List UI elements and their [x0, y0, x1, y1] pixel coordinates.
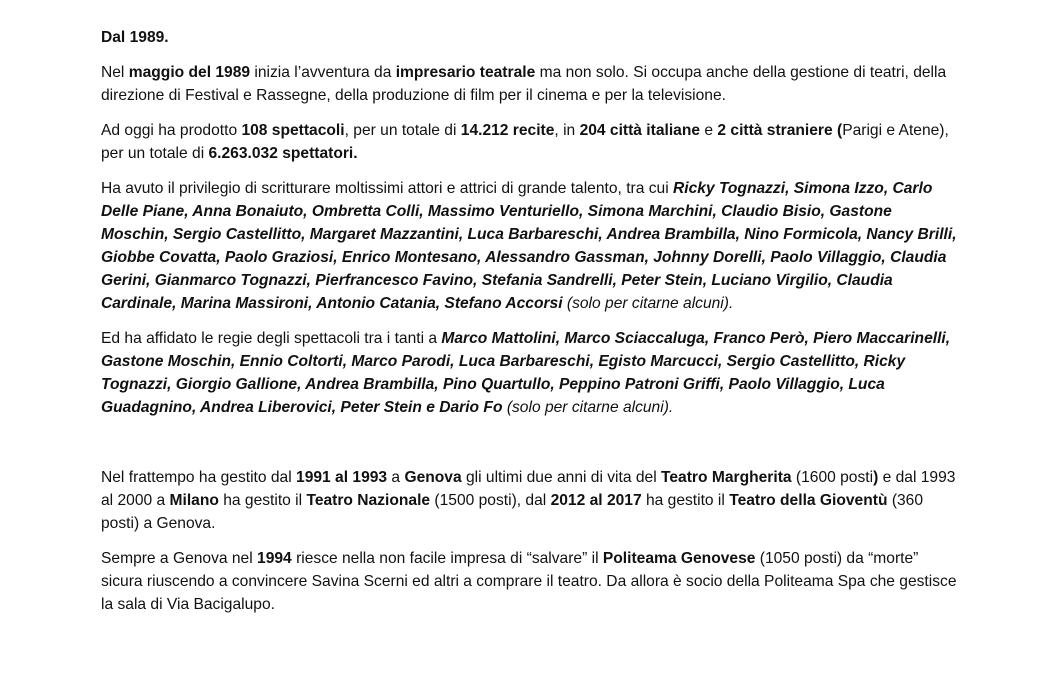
text-run: Parigi e Atene), per un totale di: [101, 122, 949, 162]
bold-run: 6.263.032 spettatori.: [208, 145, 358, 162]
italic-run: (solo per citarne alcuni).: [502, 399, 674, 416]
text-run: (1050 posti) da “morte” sicura riuscendo a convincere Savina Scerni ed altri a comprare il teatro. Da allora è socio della Politeama Spa che gestisce la sala di Via Bacigalupo.: [101, 550, 957, 613]
bold-run: 204 città italiane: [579, 122, 701, 139]
text-run: Sempre a Genova nel: [101, 550, 258, 567]
director-names: Marco Mattolini, Marco Sciaccaluga, Franco Però, Piero Maccarinelli, Gastone Moschin, Ennio Coltorti, Marco Parodi, Luca Barbareschi, Egisto Marcucci, Sergio Castellitto, Ricky Tognazzi, Giorgio Gallione, Andrea Brambilla, Pino Quartullo, Peppino Patroni Griffi, Paolo Villaggio, Luca Guadagnino, Andrea Liberovici, Peter Stein e Dario Fo: [101, 330, 951, 416]
text-run: Ad oggi ha prodotto: [101, 122, 242, 139]
text-run: (360 posti) a Genova.: [101, 492, 924, 532]
bold-run: Teatro della Gioventù: [729, 492, 888, 509]
text-run: (1600 posti: [791, 469, 874, 486]
actor-names: Ricky Tognazzi, Simona Izzo, Carlo Delle Piane, Anna Bonaiuto, Ombretta Colli, Massimo Venturiello, Simona Marchini, Claudio Bisio, Gastone Moschin, Sergio Castellitto, Margaret Mazzantini, Luca Barbareschi, Andrea Brambilla, Nino Formicola, Nancy Brilli, Giobbe Covatta, Paolo Graziosi, Enrico Montesano, Alessandro Gassman, Johnny Dorelli, Paolo Villaggio, Claudia Gerini, Gianmarco Tognazzi, Pierfrancesco Favino, Stefania Sandrelli, Peter Stein, Luciano Virgilio, Claudia Cardinale, Marina Massironi, Antonio Catania, Stefano Accorsi: [101, 180, 957, 312]
bold-run: Teatro Margherita: [661, 469, 792, 486]
bold-run: impresario teatrale: [395, 64, 536, 81]
paragraph-actors: [101, 177, 961, 315]
bold-run: ): [873, 469, 879, 486]
bold-run: 14.212 recite: [460, 122, 555, 139]
paragraph-directors: [101, 327, 961, 419]
paragraph-theaters: [101, 466, 961, 535]
text-run: , per un totale di: [344, 122, 461, 139]
bold-run: Genova: [404, 469, 462, 486]
text-run: a: [387, 469, 405, 486]
text-run: Nel frattempo ha gestito dal: [101, 469, 297, 486]
text-run: gli ultimi due anni di vita del: [461, 469, 662, 486]
paragraph-politeama: [101, 547, 961, 616]
bold-run: 2 città straniere (: [717, 122, 843, 139]
text-run: , in: [554, 122, 580, 139]
section-heading: [101, 26, 961, 49]
italic-run: (solo per citarne alcuni).: [562, 295, 734, 312]
bold-run: 2012 al 2017: [550, 492, 642, 509]
bold-run: Politeama Genovese: [602, 550, 756, 567]
blank-gap: [101, 431, 961, 466]
text-run: ha gestito il: [218, 492, 307, 509]
bold-run: Milano: [169, 492, 219, 509]
document-page: [101, 26, 961, 628]
paragraph-intro: [101, 61, 961, 107]
bold-run: 1994: [257, 550, 292, 567]
text-run: Ha avuto il privilegio di scritturare moltissimi attori e attrici di grande talento, tra cui: [101, 180, 673, 197]
text-run: ma non solo. Si occupa anche della gestione di teatri, della direzione di Festival e Rassegne, della produzione di film per il cinema e per la televisione.: [101, 64, 947, 104]
bold-run: maggio del 1989: [128, 64, 251, 81]
text-run: e dal 1993 al 2000 a: [101, 469, 956, 509]
bold-run: Teatro Nazionale: [306, 492, 431, 509]
bold-run: 108 spettacoli: [241, 122, 345, 139]
text-run: Ed ha affidato le regie degli spettacoli tra i tanti a: [101, 330, 442, 347]
text-run: e: [700, 122, 718, 139]
paragraph-statistics: [101, 119, 961, 165]
text-run: (1500 posti), dal: [430, 492, 551, 509]
text-run: riesce nella non facile impresa di “salvare” il: [291, 550, 603, 567]
heading-text: Dal 1989.: [101, 29, 169, 46]
text-run: Nel: [101, 64, 129, 81]
bold-run: 1991 al 1993: [296, 469, 388, 486]
text-run: inizia l’avventura da: [250, 64, 396, 81]
text-run: ha gestito il: [641, 492, 730, 509]
